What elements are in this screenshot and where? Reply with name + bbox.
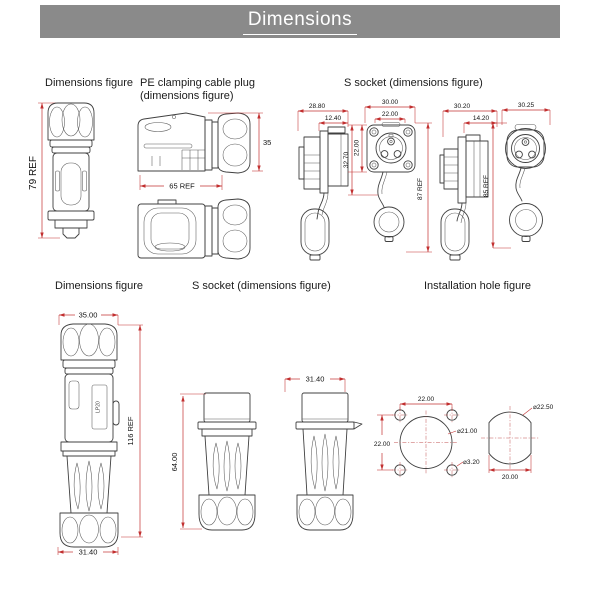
dim-fig10-screw-dia: ⌀3.20 <box>463 459 480 466</box>
dim-arrowhead <box>181 396 184 402</box>
lanyard-strap <box>317 193 324 219</box>
dim-arrowhead <box>526 468 532 471</box>
page-title: Dimensions <box>243 9 357 35</box>
dim-arrowhead <box>410 105 416 108</box>
dim-fig7-top: 35.00 <box>78 310 98 320</box>
dim-arrowhead <box>217 184 223 187</box>
lanyard-strap <box>516 168 522 201</box>
dim-arrowhead <box>140 184 146 187</box>
dim-fig9-width: 31.40 <box>305 374 325 384</box>
side-latch <box>113 401 119 425</box>
socket-plug-drawing-right <box>296 393 362 530</box>
dim-arrowhead <box>181 523 184 529</box>
caption-installation-hole: Installation hole figure <box>424 280 532 292</box>
dim-arrowhead <box>319 121 325 124</box>
section-banner <box>40 5 560 38</box>
dim-arrowhead <box>426 247 429 253</box>
caption-dimensions-figure-2: Dimensions figure <box>55 280 144 292</box>
dim-arrowhead <box>491 123 494 129</box>
dim-arrowhead <box>489 468 495 471</box>
socket-plug-drawing-left <box>198 393 256 530</box>
dust-cap-ring <box>374 207 404 237</box>
dim-arrowhead <box>350 125 353 131</box>
dim-fig8-height: 64.00 <box>170 452 179 472</box>
dim-arrowhead <box>426 123 429 129</box>
dim-arrowhead <box>545 108 551 111</box>
dim-arrowhead <box>340 377 346 380</box>
dim-fig5-w2: 14.20 <box>472 115 490 122</box>
dim-arrowhead <box>138 325 141 331</box>
figure-mated-connector-vertical <box>35 305 150 567</box>
lanyard-strap <box>378 172 384 207</box>
dim-arrowhead <box>464 121 470 124</box>
socket-side-drawing <box>299 127 348 260</box>
product-marking: LP20 <box>95 401 102 413</box>
caption-s-socket-1: S socket (dimensions figure) <box>344 77 483 89</box>
dim-arrowhead <box>40 233 43 239</box>
caption-line-1: PE clamping cable plug <box>140 77 255 89</box>
dim-arrowhead <box>400 402 406 405</box>
pin-hole <box>381 151 388 158</box>
hole-pattern-drawing <box>392 407 460 478</box>
dim-fig3-w1: 28.80 <box>308 103 326 110</box>
dim-fig4-len: 87 REF <box>417 177 424 201</box>
dim-arrowhead <box>380 465 383 471</box>
socket-front-drawing-2 <box>506 125 546 242</box>
double-d-hole-drawing <box>481 406 539 470</box>
body-label-area <box>61 163 81 205</box>
figure-s-socket-plug-left <box>172 383 268 535</box>
pin-hole <box>388 138 395 145</box>
plug-body-drawing <box>48 103 94 238</box>
dim-fig6-len: 85 REF <box>483 174 490 198</box>
figure-plug-vertical-side <box>30 95 130 250</box>
pin-hole <box>516 151 523 158</box>
dim-fig7-bottom: 31.40 <box>78 547 98 557</box>
dim-fig6-w1: 30.25 <box>517 102 535 109</box>
brand-logo-band <box>515 125 536 131</box>
dim-arrowhead <box>447 402 453 405</box>
dim-fig7-len: 116 REF <box>126 416 135 446</box>
figure-installation-hole-flange <box>368 392 484 492</box>
lanyard-strap <box>457 203 462 221</box>
socket-side-drawing-2 <box>440 135 488 260</box>
dim-arrowhead <box>257 166 260 172</box>
figure-s-socket-front-view <box>344 97 440 265</box>
dim-fig11-dia: ⌀22.50 <box>533 404 554 411</box>
dim-arrowhead <box>40 103 43 109</box>
dim-fig2-height: 35 <box>263 138 272 147</box>
brand-logo-oval <box>145 123 171 132</box>
figure-socket-front-view-2 <box>483 97 565 263</box>
dim-arrowhead <box>443 109 449 112</box>
dim-fig5-w1: 30.20 <box>453 103 471 110</box>
dim-fig4-w1: 30.00 <box>381 99 399 106</box>
dim-fig10-pitch-y: 22.00 <box>373 441 391 448</box>
dim-fig4-h1: 32.70 <box>343 151 350 169</box>
dim-arrowhead <box>365 105 371 108</box>
dim-arrowhead <box>350 190 353 196</box>
dim-arrowhead <box>113 313 119 316</box>
dim-fig1-height: 79 REF <box>28 156 39 190</box>
caption-s-socket-2: S socket (dimensions figure) <box>192 280 331 292</box>
dim-arrowhead <box>491 243 494 249</box>
dust-cap-ring <box>510 204 543 237</box>
dim-arrowhead <box>113 550 119 553</box>
socket-front-drawing <box>367 123 415 242</box>
dim-fig2-length: 65 REF <box>169 181 195 191</box>
figure-pe-clamping-plug-views <box>130 100 282 262</box>
dim-arrowhead <box>502 108 508 111</box>
dim-fig4-h2: 22.00 <box>353 139 361 157</box>
dim-arrowhead <box>285 377 291 380</box>
figure-s-socket-plug-right <box>272 368 372 535</box>
dim-arrowhead <box>58 550 64 553</box>
brand-logo-band <box>382 123 400 127</box>
dim-arrowhead <box>360 167 363 173</box>
pin-hole <box>529 151 536 158</box>
mated-pair-drawing <box>60 324 119 547</box>
dim-fig10-hole-dia: ⌀21.00 <box>457 428 478 435</box>
dim-arrowhead <box>380 415 383 421</box>
dim-arrowhead <box>59 313 65 316</box>
dim-arrowhead <box>400 117 406 120</box>
dim-arrowhead <box>298 109 304 112</box>
pin-hole <box>394 151 401 158</box>
figure-installation-hole-panel <box>478 392 578 492</box>
dim-fig11-flat: 20.00 <box>501 474 519 481</box>
dim-fig4-w2: 22.00 <box>381 111 399 118</box>
dim-fig10-pitch-x: 22.00 <box>417 396 435 403</box>
dim-arrowhead <box>138 532 141 538</box>
pin-hole <box>522 139 529 146</box>
dim-arrowhead <box>375 117 381 120</box>
dim-fig3-w2: 12.40 <box>324 115 342 122</box>
dim-arrowhead <box>257 113 260 119</box>
plug-top-view <box>138 113 250 173</box>
caption-line-2: (dimensions figure) <box>140 90 234 102</box>
plug-side-view <box>138 199 250 259</box>
caption-dimensions-figure-1: Dimensions figure <box>45 77 134 89</box>
brand-logo-oval <box>155 243 185 251</box>
dim-arrowhead <box>360 125 363 131</box>
